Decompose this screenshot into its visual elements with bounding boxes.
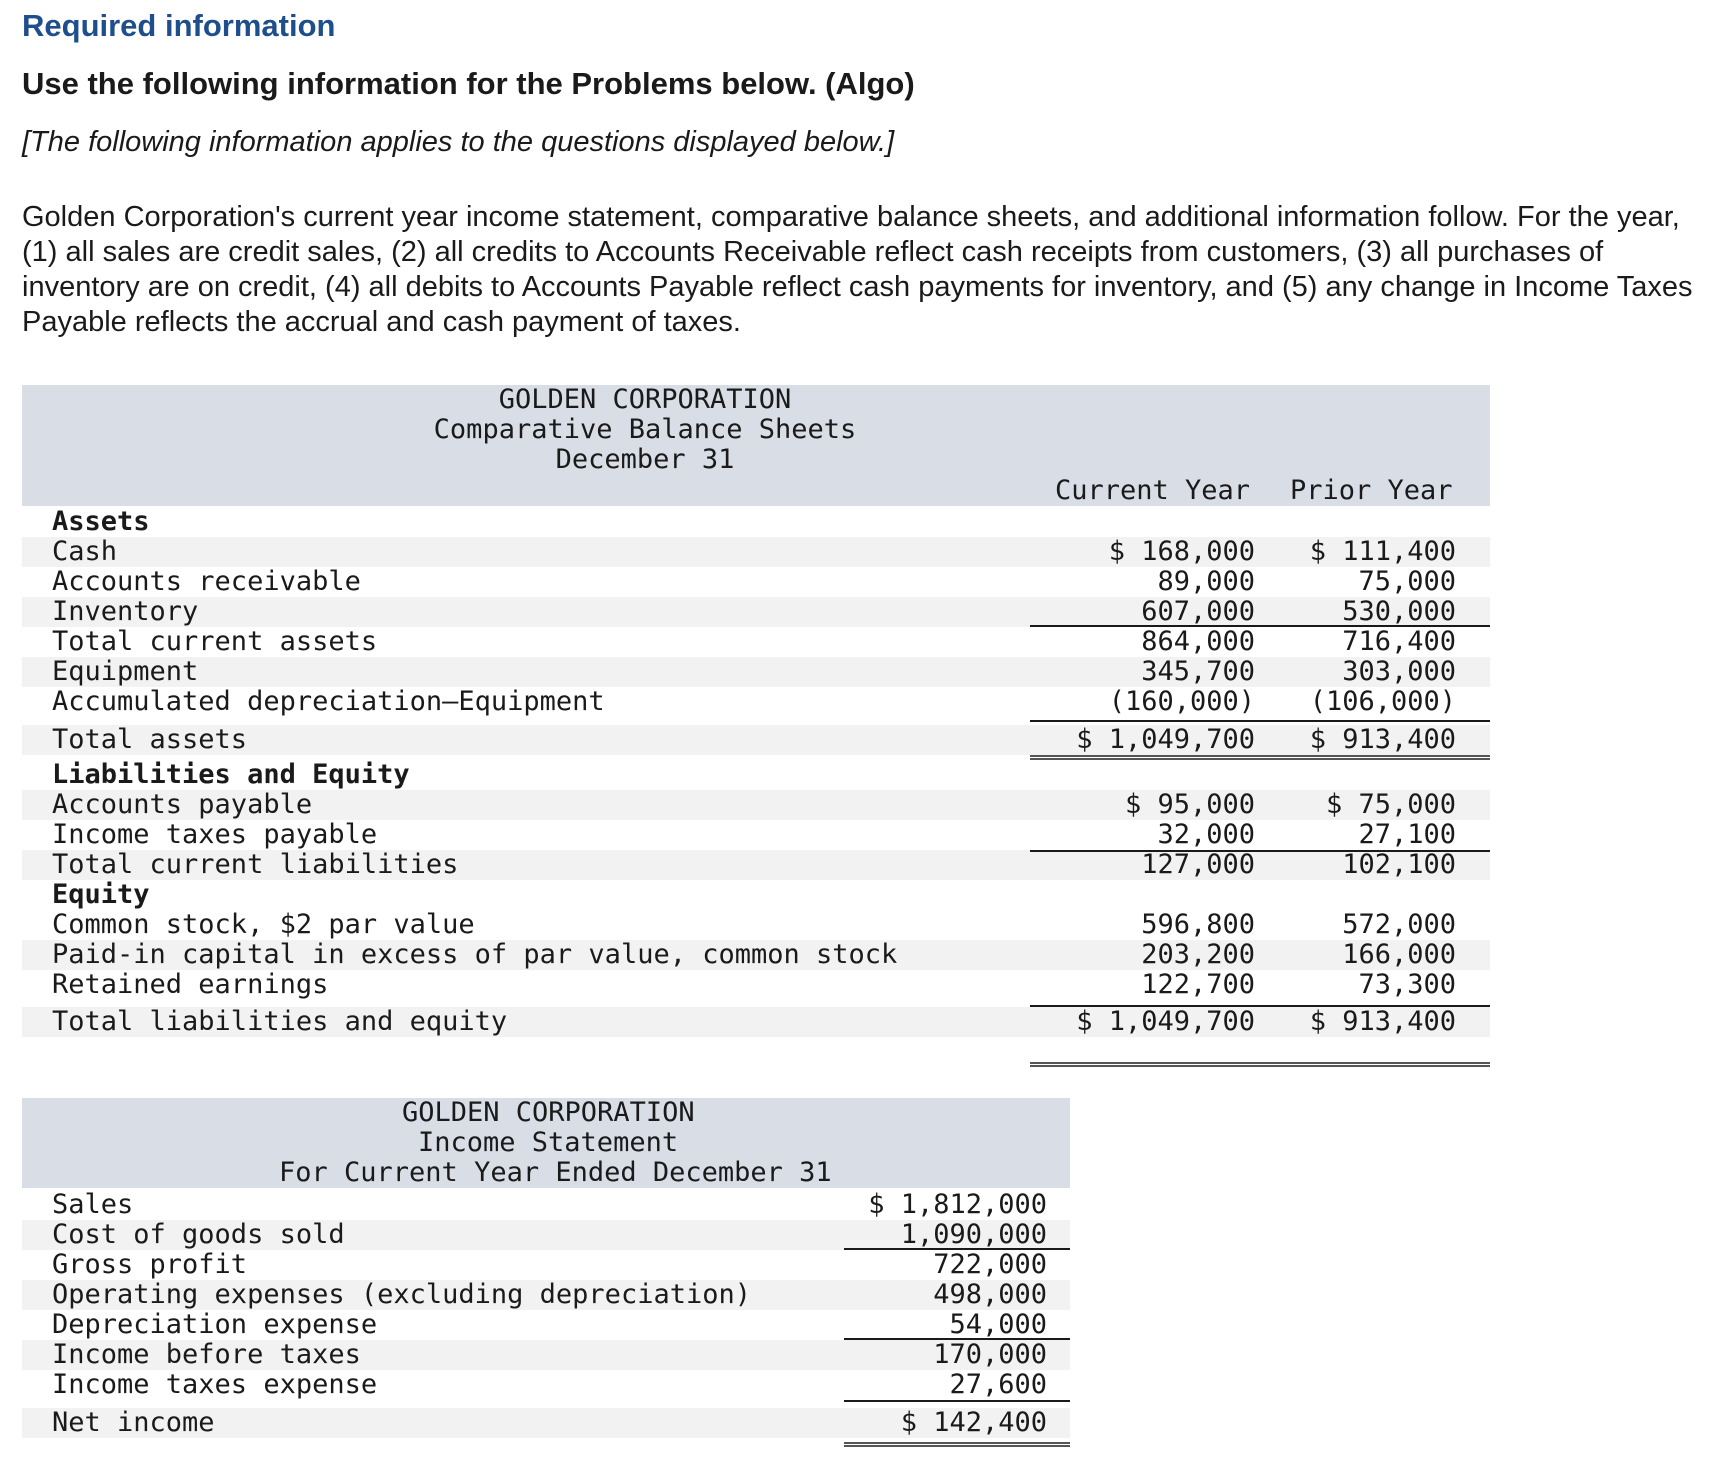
row-label: Cost of goods sold xyxy=(52,1219,345,1250)
underline xyxy=(844,1400,1070,1402)
double-underline xyxy=(1252,1062,1490,1067)
current-year-value: (160,000) xyxy=(1108,686,1255,717)
row-label: Total liabilities and equity xyxy=(52,1006,508,1037)
row-label: Retained earnings xyxy=(52,969,329,1000)
prior-year-value: 303,000 xyxy=(1342,656,1456,687)
current-year-value: 122,700 xyxy=(1141,969,1255,1000)
income-statement-title: Income Statement xyxy=(418,1127,679,1158)
income-statement-row xyxy=(22,1340,1070,1370)
current-year-value: 32,000 xyxy=(1157,819,1255,850)
balance-sheet-row xyxy=(22,567,1490,597)
row-label: Equipment xyxy=(52,656,199,687)
row-label: Accounts payable xyxy=(52,789,313,820)
balance-sheet-row xyxy=(22,537,1490,567)
underline xyxy=(844,1338,1070,1340)
row-label: Liabilities and Equity xyxy=(52,759,410,790)
current-year-value: 596,800 xyxy=(1141,909,1255,940)
prior-year-value: (106,000) xyxy=(1309,686,1456,717)
income-statement-row xyxy=(22,1370,1070,1400)
row-label: Gross profit xyxy=(52,1249,248,1280)
balance-sheet-date: December 31 xyxy=(555,444,735,475)
prior-year-value: 572,000 xyxy=(1342,909,1456,940)
balance-sheet-row xyxy=(22,597,1490,627)
underline xyxy=(1030,720,1252,722)
row-label: Total current assets xyxy=(52,626,378,657)
row-label: Equity xyxy=(52,879,150,910)
balance-sheet-company: GOLDEN CORPORATION xyxy=(498,384,792,415)
current-year-value: 345,700 xyxy=(1141,656,1255,687)
row-label: Paid-in capital in excess of par value, common stock xyxy=(52,939,898,970)
row-label: Income taxes payable xyxy=(52,819,378,850)
balance-sheet-row xyxy=(22,820,1490,850)
underline xyxy=(1252,1005,1490,1007)
amount-value: 1,090,000 xyxy=(900,1219,1047,1250)
amount-value: 722,000 xyxy=(933,1249,1047,1280)
income-statement-row xyxy=(22,1220,1070,1250)
double-underline xyxy=(1252,755,1490,760)
prior-year-value: $ 913,400 xyxy=(1309,1006,1456,1037)
income-statement-table xyxy=(22,1098,1070,1454)
underline xyxy=(844,1248,1070,1250)
underline xyxy=(1252,720,1490,722)
income-statement-row xyxy=(22,1190,1070,1220)
balance-sheet-row xyxy=(22,910,1490,940)
current-year-value: $ 1,049,700 xyxy=(1076,1006,1255,1037)
row-label: Accounts receivable xyxy=(52,566,361,597)
current-year-value: 864,000 xyxy=(1141,626,1255,657)
amount-value: $ 142,400 xyxy=(900,1407,1047,1438)
amount-value: 27,600 xyxy=(949,1369,1047,1400)
balance-sheet-title: Comparative Balance Sheets xyxy=(433,414,857,445)
balance-sheet-row xyxy=(22,760,1490,790)
underline xyxy=(1030,625,1252,627)
current-year-value: 607,000 xyxy=(1141,596,1255,627)
prior-year-value: 102,100 xyxy=(1342,849,1456,880)
balance-sheet-header xyxy=(22,385,1490,506)
prior-year-value: 166,000 xyxy=(1342,939,1456,970)
applies-note: [The following information applies to the questions displayed below.] xyxy=(22,126,895,158)
row-label: Income taxes expense xyxy=(52,1369,378,1400)
row-label: Total current liabilities xyxy=(52,849,459,880)
balance-sheet-row xyxy=(22,790,1490,820)
row-label: Sales xyxy=(52,1189,134,1220)
prior-year-value: 27,100 xyxy=(1358,819,1456,850)
prior-year-value: $ 111,400 xyxy=(1309,536,1456,567)
underline xyxy=(1030,850,1252,852)
balance-sheet-row xyxy=(22,850,1490,880)
income-statement-row xyxy=(22,1310,1070,1340)
row-label: Operating expenses (excluding depreciation) xyxy=(52,1279,751,1310)
column-header-prior-year: Prior Year xyxy=(1290,475,1453,506)
balance-sheet-row xyxy=(22,507,1490,537)
row-label: Income before taxes xyxy=(52,1339,361,1370)
row-label: Assets xyxy=(52,506,150,537)
amount-value: 498,000 xyxy=(933,1279,1047,1310)
balance-sheet-table xyxy=(22,385,1490,1060)
row-label: Depreciation expense xyxy=(52,1309,378,1340)
current-year-value: $ 1,049,700 xyxy=(1076,724,1255,755)
amount-value: $ 1,812,000 xyxy=(868,1189,1047,1220)
current-year-value: 89,000 xyxy=(1157,566,1255,597)
balance-sheet-row xyxy=(22,1007,1490,1037)
income-statement-row xyxy=(22,1408,1070,1438)
current-year-value: $ 95,000 xyxy=(1124,789,1255,820)
current-year-value: $ 168,000 xyxy=(1108,536,1255,567)
current-year-value: 127,000 xyxy=(1141,849,1255,880)
required-information-heading: Required information xyxy=(22,8,336,43)
problem-instructions-heading: Use the following information for the Problems below. (Algo) xyxy=(22,66,915,101)
balance-sheet-row xyxy=(22,687,1490,717)
prior-year-value: 530,000 xyxy=(1342,596,1456,627)
balance-sheet-row xyxy=(22,725,1490,755)
prior-year-value: $ 913,400 xyxy=(1309,724,1456,755)
prior-year-value: 75,000 xyxy=(1358,566,1456,597)
intro-paragraph: Golden Corporation's current year income statement, comparative balance sheets, and additional information follow. For the year, (1) all sales are credit sales, (2) all credits to Accounts Receivable reflect cash receipts from customers, (3) all purchases of inventory are on credit, (4) all debits to Accounts Payable reflect cash payments for inventory, and (5) any change in Income Taxes Payable reflects the accrual and cash payment of taxes. xyxy=(22,201,1693,338)
double-underline xyxy=(844,1442,1070,1447)
current-year-value: 203,200 xyxy=(1141,939,1255,970)
underline xyxy=(1252,625,1490,627)
balance-sheet-row xyxy=(22,880,1490,910)
income-statement-row xyxy=(22,1280,1070,1310)
row-label: Common stock, $2 par value xyxy=(52,909,475,940)
balance-sheet-row xyxy=(22,657,1490,687)
amount-value: 170,000 xyxy=(933,1339,1047,1370)
income-statement-row xyxy=(22,1250,1070,1280)
prior-year-value: 716,400 xyxy=(1342,626,1456,657)
column-header-current-year: Current Year xyxy=(1055,475,1251,506)
double-underline xyxy=(1030,1062,1252,1067)
underline xyxy=(1252,850,1490,852)
balance-sheet-row xyxy=(22,970,1490,1000)
prior-year-value: $ 75,000 xyxy=(1325,789,1456,820)
double-underline xyxy=(1030,755,1252,760)
amount-value: 54,000 xyxy=(949,1309,1047,1340)
prior-year-value: 73,300 xyxy=(1358,969,1456,1000)
underline xyxy=(1030,1005,1252,1007)
income-statement-company: GOLDEN CORPORATION xyxy=(402,1097,695,1128)
balance-sheet-row xyxy=(22,940,1490,970)
income-statement-header xyxy=(22,1098,1070,1188)
row-label: Cash xyxy=(52,536,118,567)
row-label: Inventory xyxy=(52,596,199,627)
income-statement-period: For Current Year Ended December 31 xyxy=(279,1157,832,1188)
row-label: Accumulated depreciation—Equipment xyxy=(52,686,605,717)
row-label: Total assets xyxy=(52,724,248,755)
row-label: Net income xyxy=(52,1407,215,1438)
balance-sheet-row xyxy=(22,627,1490,657)
